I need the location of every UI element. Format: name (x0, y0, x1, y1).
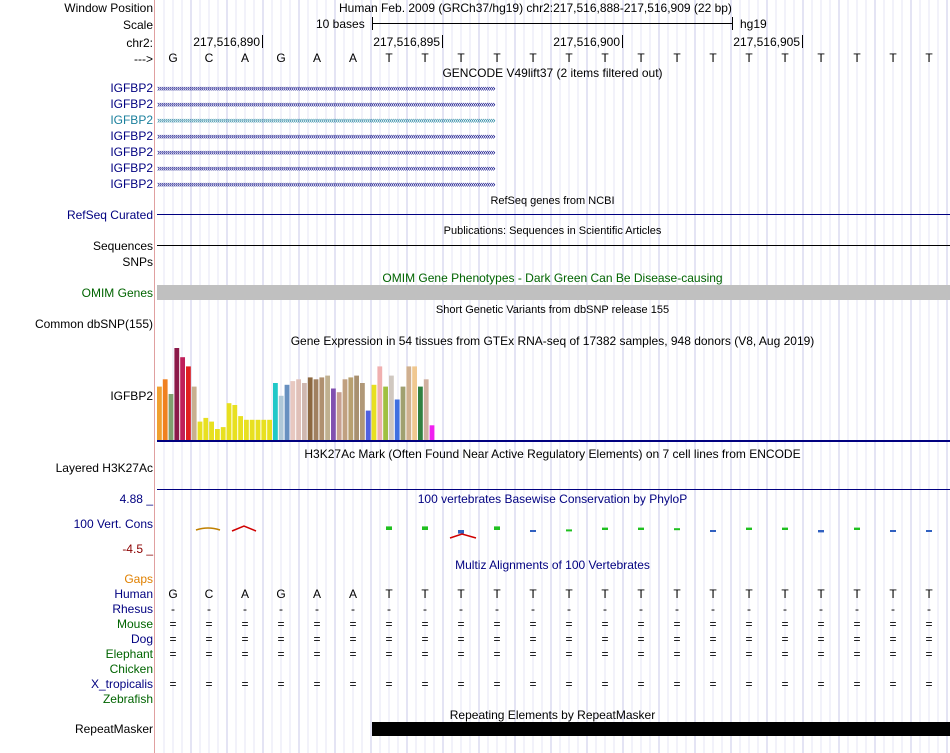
alignment-cell: = (169, 632, 177, 646)
alignment-cell: = (673, 647, 681, 661)
gencode-title[interactable]: GENCODE V49lift37 (2 items filtered out) (442, 66, 663, 80)
alignment-cell: - (567, 602, 571, 616)
scale-label: Scale (122, 18, 153, 32)
base-letter: A (312, 51, 321, 65)
alignment-cell: - (171, 602, 175, 616)
alignment-cell: = (889, 632, 897, 646)
species-chicken[interactable]: Chicken (109, 662, 153, 676)
base-letter: T (601, 51, 609, 65)
cons-bar[interactable] (926, 530, 932, 532)
omim-title[interactable]: OMIM Gene Phenotypes - Dark Green Can Be Disease-causing (382, 271, 723, 285)
base-letter: T (925, 51, 933, 65)
alignment-cell: = (817, 647, 825, 661)
alignment-cell: = (781, 617, 789, 631)
alignment-cell: = (241, 647, 249, 661)
base-letter: T (421, 51, 429, 65)
alignment-cell: = (889, 647, 897, 661)
alignment-cell: = (313, 647, 321, 661)
alignment-cell: = (457, 632, 465, 646)
alignment-cell: T (889, 587, 897, 601)
alignment-cell: = (745, 632, 753, 646)
alignment-cell: = (925, 677, 933, 691)
alignment-cell: = (601, 677, 609, 691)
alignment-cell: T (601, 587, 609, 601)
alignment-cell: = (817, 677, 825, 691)
alignment-cell: = (385, 617, 393, 631)
alignment-cell: = (601, 617, 609, 631)
snps-label[interactable]: SNPs (122, 255, 153, 269)
cons-bar[interactable] (422, 526, 428, 530)
alignment-cell: T (637, 587, 645, 601)
gene-model-1[interactable]: ››››››››››››››››››››››››››››››››››››››››››››››››››››››››››››››››››››››››››››››››››››››››››››››››››››››››››››››››››››››››››››››››››››››››››››››››››››››››››››››››››››››››› (157, 84, 495, 93)
alignment-cell: = (349, 677, 357, 691)
alignment-cell: = (205, 677, 213, 691)
alignment-cell: = (205, 647, 213, 661)
base-letter: A (348, 51, 357, 65)
strand-label: ---> (134, 52, 153, 66)
base-letter: T (889, 51, 897, 65)
dbsnp-title[interactable]: Short Genetic Variants from dbSNP release 155 (435, 304, 670, 316)
alignment-cell: = (637, 617, 645, 631)
alignment-cell: - (315, 602, 319, 616)
alignment-cell: = (925, 647, 933, 661)
species-elephant[interactable]: Elephant (105, 647, 153, 661)
alignment-cell: - (927, 602, 931, 616)
cons-bar[interactable] (782, 528, 788, 530)
alignment-cell: = (889, 617, 897, 631)
alignment-cell: = (421, 647, 429, 661)
cons-bar[interactable] (602, 528, 608, 530)
alignment-cell: = (385, 647, 393, 661)
alignment-cell: = (925, 617, 933, 631)
alignment-cell: - (747, 602, 751, 616)
alignment-cell: T (853, 587, 861, 601)
alignment-cell: = (745, 677, 753, 691)
alignment-cell: - (855, 602, 859, 616)
repeat-label[interactable]: RepeatMasker (74, 722, 153, 736)
cons-bar[interactable] (710, 530, 716, 532)
gencode-item-6[interactable]: IGFBP2 (110, 161, 153, 175)
alignment-cell: = (241, 677, 249, 691)
base-letter: T (673, 51, 681, 65)
base-letter: T (637, 51, 645, 65)
gtex-label[interactable]: IGFBP2 (110, 389, 153, 403)
base-letter: T (529, 51, 537, 65)
cons-min-label: -4.5 _ (122, 542, 153, 556)
alignment-cell: - (819, 602, 823, 616)
alignment-cell: = (169, 617, 177, 631)
cons-bar[interactable] (458, 530, 464, 534)
alignment-cell: = (457, 617, 465, 631)
alignment-cell: = (709, 617, 717, 631)
alignment-cell: = (205, 632, 213, 646)
alignment-cell: = (709, 632, 717, 646)
omim-label[interactable]: OMIM Genes (81, 286, 153, 300)
alignment-cell: = (385, 632, 393, 646)
alignment-cell: A (312, 587, 321, 601)
alignment-cell: = (601, 632, 609, 646)
position-text[interactable]: Human Feb. 2009 (GRCh37/hg19) chr2:217,516,888-217,516,909 (22 bp) (339, 1, 732, 15)
alignment-cell: T (781, 587, 789, 601)
cons-label[interactable]: 100 Vert. Cons (73, 517, 153, 531)
base-letter: T (457, 51, 465, 65)
alignment-cell: = (313, 677, 321, 691)
cons-title[interactable]: 100 vertebrates Basewise Conservation by PhyloP (417, 492, 688, 506)
alignment-cell: - (675, 602, 679, 616)
alignment-cell: = (565, 617, 573, 631)
cons-bar[interactable] (746, 528, 752, 530)
alignment-cell: = (637, 647, 645, 661)
alignment-cell: = (493, 647, 501, 661)
alignment-cell: = (709, 677, 717, 691)
alignment-cell: = (421, 677, 429, 691)
base-letter: C (204, 51, 214, 65)
cons-bar[interactable] (638, 528, 644, 530)
alignment-cell: = (421, 617, 429, 631)
gencode-item-2[interactable]: IGFBP2 (110, 97, 153, 111)
alignment-cell: = (745, 617, 753, 631)
alignment-cell: = (565, 647, 573, 661)
alignment-cell: - (783, 602, 787, 616)
alignment-cell: = (673, 677, 681, 691)
gencode-item-3[interactable]: IGFBP2 (110, 113, 153, 127)
alignment-cell: = (745, 647, 753, 661)
alignment-cell: = (421, 632, 429, 646)
alignment-cell: = (313, 632, 321, 646)
alignment-cell: = (565, 632, 573, 646)
h3k27ac-label[interactable]: Layered H3K27Ac (55, 461, 153, 475)
cons-bar[interactable] (530, 530, 536, 532)
ruler-tick-label: 217,516,895 (373, 35, 440, 49)
gaps-label[interactable]: Gaps (124, 572, 153, 586)
alignment-cell: = (457, 677, 465, 691)
cons-bar[interactable] (890, 530, 896, 532)
alignment-cell: = (205, 617, 213, 631)
species-zebrafish[interactable]: Zebrafish (102, 692, 153, 706)
gencode-item-4[interactable]: IGFBP2 (110, 129, 153, 143)
alignment-cell: = (169, 677, 177, 691)
cons-mark[interactable] (232, 526, 256, 531)
gencode-item-1[interactable]: IGFBP2 (110, 81, 153, 95)
base-letter: G (276, 51, 286, 65)
alignment-cell: - (279, 602, 283, 616)
cons-bar[interactable] (386, 526, 392, 530)
alignment-cell: T (745, 587, 753, 601)
cons-bar[interactable] (566, 529, 572, 531)
dbsnp-label[interactable]: Common dbSNP(155) (34, 317, 153, 331)
alignment-cell: = (277, 647, 285, 661)
alignment-cell: C (204, 587, 214, 601)
cons-bar[interactable] (494, 526, 500, 530)
alignment-cell: = (241, 617, 249, 631)
cons-mark[interactable] (450, 534, 476, 538)
chr-label: chr2: (126, 36, 153, 50)
base-letter: G (168, 51, 178, 65)
alignment-cell: = (349, 647, 357, 661)
alignment-cell: - (387, 602, 391, 616)
gencode-item-7[interactable]: IGFBP2 (110, 177, 153, 191)
alignment-cell: = (457, 647, 465, 661)
alignment-cell: T (493, 587, 501, 601)
alignment-cell: T (709, 587, 717, 601)
alignment-cell: - (891, 602, 895, 616)
alignment-cell: = (817, 632, 825, 646)
alignment-cell: = (781, 677, 789, 691)
publications-title[interactable]: Publications: Sequences in Scientific Articles (443, 225, 662, 237)
base-letter: T (709, 51, 717, 65)
gencode-item-5[interactable]: IGFBP2 (110, 145, 153, 159)
gene-model-2[interactable]: ››››››››››››››››››››››››››››››››››››››››››››››››››››››››››››››››››››››››››››››››››››››››››››››››››››››››››››››››››››››››››››››››››››››››››››››››››››››››››››››››››››››››› (157, 100, 495, 109)
alignment-cell: - (495, 602, 499, 616)
ruler-tick-label: 217,516,900 (553, 35, 620, 49)
cons-bar[interactable] (818, 530, 824, 532)
base-letter: T (817, 51, 825, 65)
alignment-cell: = (853, 632, 861, 646)
alignment-cell: = (637, 632, 645, 646)
repeat-title[interactable]: Repeating Elements by RepeatMasker (449, 708, 656, 722)
alignment-cell: = (565, 677, 573, 691)
gene-model-7[interactable]: ››››››››››››››››››››››››››››››››››››››››››››››››››››››››››››››››››››››››››››››››››››››››››››››››››››››››››››››››››››››››››››››››››››››››››››››››››››››››››››››››››››››››› (157, 180, 495, 189)
alignment-cell: - (639, 602, 643, 616)
alignment-cell: = (601, 647, 609, 661)
gene-model-6[interactable]: ››››››››››››››››››››››››››››››››››››››››››››››››››››››››››››››››››››››››››››››››››››››››››››››››››››››››››››››››››››››››››››››››››››››››››››››››››››››››››››››››››››››››› (157, 164, 495, 173)
alignment-cell: = (349, 632, 357, 646)
ruler-tick-label: 217,516,890 (193, 35, 260, 49)
alignment-cell: = (529, 647, 537, 661)
cons-mark[interactable] (196, 528, 220, 530)
base-letter: T (781, 51, 789, 65)
alignment-cell: - (423, 602, 427, 616)
gene-model-3[interactable]: ››››››››››››››››››››››››››››››››››››››››››››››››››››››››››››››››››››››››››››››››››››››››››››››››››››››››››››››››››››››››››››››››››››››››››››››››››››››››››››››››››››››››› (157, 116, 495, 125)
alignment-cell: = (313, 617, 321, 631)
repeat-block[interactable] (372, 722, 950, 736)
species-mouse[interactable]: Mouse (116, 617, 153, 631)
refseq-label[interactable]: RefSeq Curated (66, 208, 153, 222)
alignment-cell: = (349, 617, 357, 631)
alignment-cell: - (351, 602, 355, 616)
alignment-cell: = (889, 677, 897, 691)
species-dog[interactable]: Dog (130, 632, 153, 646)
alignment-cell: = (277, 617, 285, 631)
alignment-cell: - (711, 602, 715, 616)
alignment-cell: T (817, 587, 825, 601)
gene-model-5[interactable]: ››››››››››››››››››››››››››››››››››››››››››››››››››››››››››››››››››››››››››››››››››››››››››››››››››››››››››››››››››››››››››››››››››››››››››››››››››››››››››››››››››››››››› (157, 148, 495, 157)
gtex-title[interactable]: Gene Expression in 54 tissues from GTEx RNA-seq of 17382 samples, 948 donors (V8, Aug 2019) (290, 334, 815, 348)
base-letter: A (240, 51, 249, 65)
alignment-cell: = (817, 617, 825, 631)
h3k27ac-title[interactable]: H3K27Ac Mark (Often Found Near Active Regulatory Elements) on 7 cell lines from ENCODE (304, 447, 801, 461)
species-rhesus[interactable]: Rhesus (112, 602, 153, 616)
alignment-cell: - (603, 602, 607, 616)
alignment-cell: G (276, 587, 286, 601)
alignment-cell: T (457, 587, 465, 601)
cons-max-label: 4.88 _ (119, 492, 153, 506)
alignment-cell: = (241, 632, 249, 646)
alignment-cell: = (529, 617, 537, 631)
base-letter: T (565, 51, 573, 65)
alignment-cell: - (459, 602, 463, 616)
sequences-label[interactable]: Sequences (92, 239, 153, 253)
multiz-title[interactable]: Multiz Alignments of 100 Vertebrates (455, 558, 650, 572)
alignment-cell: A (348, 587, 357, 601)
alignment-cell: - (531, 602, 535, 616)
alignment-cell: - (243, 602, 247, 616)
alignment-cell: T (529, 587, 537, 601)
alignment-cell: = (493, 677, 501, 691)
assembly-label: hg19 (740, 17, 767, 31)
refseq-title[interactable]: RefSeq genes from NCBI (490, 195, 615, 207)
alignment-cell: = (277, 677, 285, 691)
alignment-cell: = (673, 617, 681, 631)
alignment-cell: = (781, 632, 789, 646)
alignment-cell: = (781, 647, 789, 661)
alignment-cell: = (637, 677, 645, 691)
alignment-cell: T (673, 587, 681, 601)
species-x-tropicalis[interactable]: X_tropicalis (90, 677, 153, 691)
base-letter: T (385, 51, 393, 65)
alignment-cell: = (853, 647, 861, 661)
alignment-cell: = (853, 617, 861, 631)
cons-bar[interactable] (854, 528, 860, 530)
alignment-cell: = (493, 632, 501, 646)
base-letter: T (745, 51, 753, 65)
base-letter: T (853, 51, 861, 65)
alignment-cell: = (277, 632, 285, 646)
window-position-label: Window Position (64, 1, 153, 15)
alignment-cell: A (240, 587, 249, 601)
alignment-cell: = (169, 647, 177, 661)
scale-text: 10 bases (316, 17, 365, 31)
alignment-cell: = (493, 617, 501, 631)
alignment-cell: T (421, 587, 429, 601)
alignment-cell: = (529, 632, 537, 646)
gene-model-4[interactable]: ››››››››››››››››››››››››››››››››››››››››››››››››››››››››››››››››››››››››››››››››››››››››››››››››››››››››››››››››››››››››››››››››››››››››››››››››››››››››››››››››››››››››› (157, 132, 495, 141)
alignment-cell: = (529, 677, 537, 691)
alignment-cell: = (673, 632, 681, 646)
alignment-cell: = (385, 677, 393, 691)
alignment-cell: G (168, 587, 178, 601)
alignment-cell: T (925, 587, 933, 601)
alignment-cell: = (709, 647, 717, 661)
alignment-cell: - (207, 602, 211, 616)
base-letter: T (493, 51, 501, 65)
species-human[interactable]: Human (114, 587, 153, 601)
alignment-cell: T (385, 587, 393, 601)
cons-bar[interactable] (674, 528, 680, 530)
alignment-cell: = (853, 677, 861, 691)
alignment-cell: = (925, 632, 933, 646)
ruler-tick-label: 217,516,905 (733, 35, 800, 49)
alignment-cell: T (565, 587, 573, 601)
